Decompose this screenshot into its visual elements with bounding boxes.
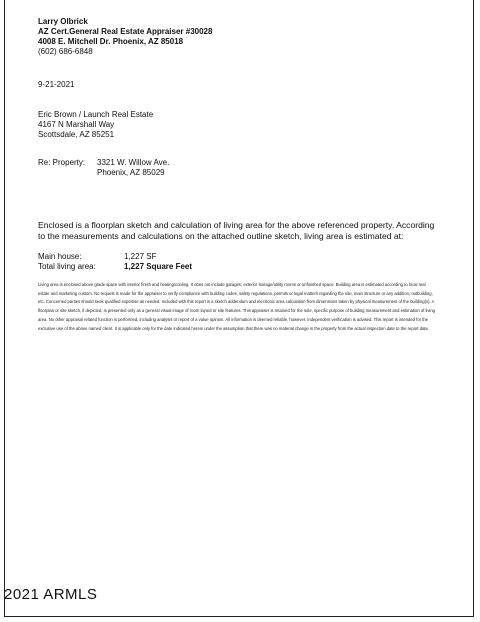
total-living-value: 1,227 Square Feet (124, 262, 193, 271)
letterhead (38, 17, 212, 57)
disclaimer-paragraph: Living area is enclosed above grade space with interior finish and heating/cooling. It does not include garages, exterior storage/utility rooms or unfinished space. Building area is estimated according to local real estate and marketing custom. No request is made for the appraiser to verify compliance with building codes, safety regulations, permits or legal matters regarding the site, main structure or any addition, outbuilding, etc. Concerned parties should seek qualified expertise as needed. Included with this report is a sketch addendum and electronic area calculation from dimensions taken by physical measurement of the building(s). A floorplan or site sketch, if depicted, is presented only as a general visual image of room layout or site features. This appraiser is retained for the sole, specific purpose of building measurement and estimation of living area. No other appraisal related function is performed, including analysis or report of a value opinion. All information is deemed reliable, however, independent verification is advised. This report is intended for the exclusive use of the above named client. It is applicable only for the date indicated herein under the assumption that there was no material change in the property from the actual inspection date to the report date. (38, 282, 436, 331)
appraiser-phone: (602) 686-6848 (38, 47, 93, 56)
recipient-line-2: 4167 N Marshall Way (38, 120, 115, 129)
recipient-line-1: Eric Brown / Launch Real Estate (38, 110, 154, 119)
main-house-value: 1,227 SF (124, 252, 157, 261)
re-label: Re: Property: (38, 158, 86, 167)
property-line-1: 3321 W. Willow Ave. (97, 158, 170, 167)
letter-date: 9-21-2021 (38, 80, 75, 89)
property-address (97, 158, 169, 178)
appraiser-name: Larry Olbrick (38, 17, 88, 26)
intro-paragraph: Enclosed is a floorplan sketch and calculation of living area for the above referenced property. According to the measurements and calculations on the attached outline sketch, living area is estimated at: (38, 220, 435, 241)
recipient-line-3: Scottsdale, AZ 85251 (38, 130, 115, 139)
armls-watermark: 2021 ARMLS (4, 586, 98, 603)
main-house-label: Main house: (38, 252, 82, 261)
property-line-2: Phoenix, AZ 85029 (97, 168, 165, 177)
recipient-block (38, 110, 153, 140)
total-living-label: Total living area: (38, 262, 96, 271)
appraiser-credential: AZ Cert.General Real Estate Appraiser #30028 (38, 27, 213, 36)
appraiser-address: 4008 E. Mitchell Dr. Phoenix, AZ 85018 (38, 37, 184, 46)
